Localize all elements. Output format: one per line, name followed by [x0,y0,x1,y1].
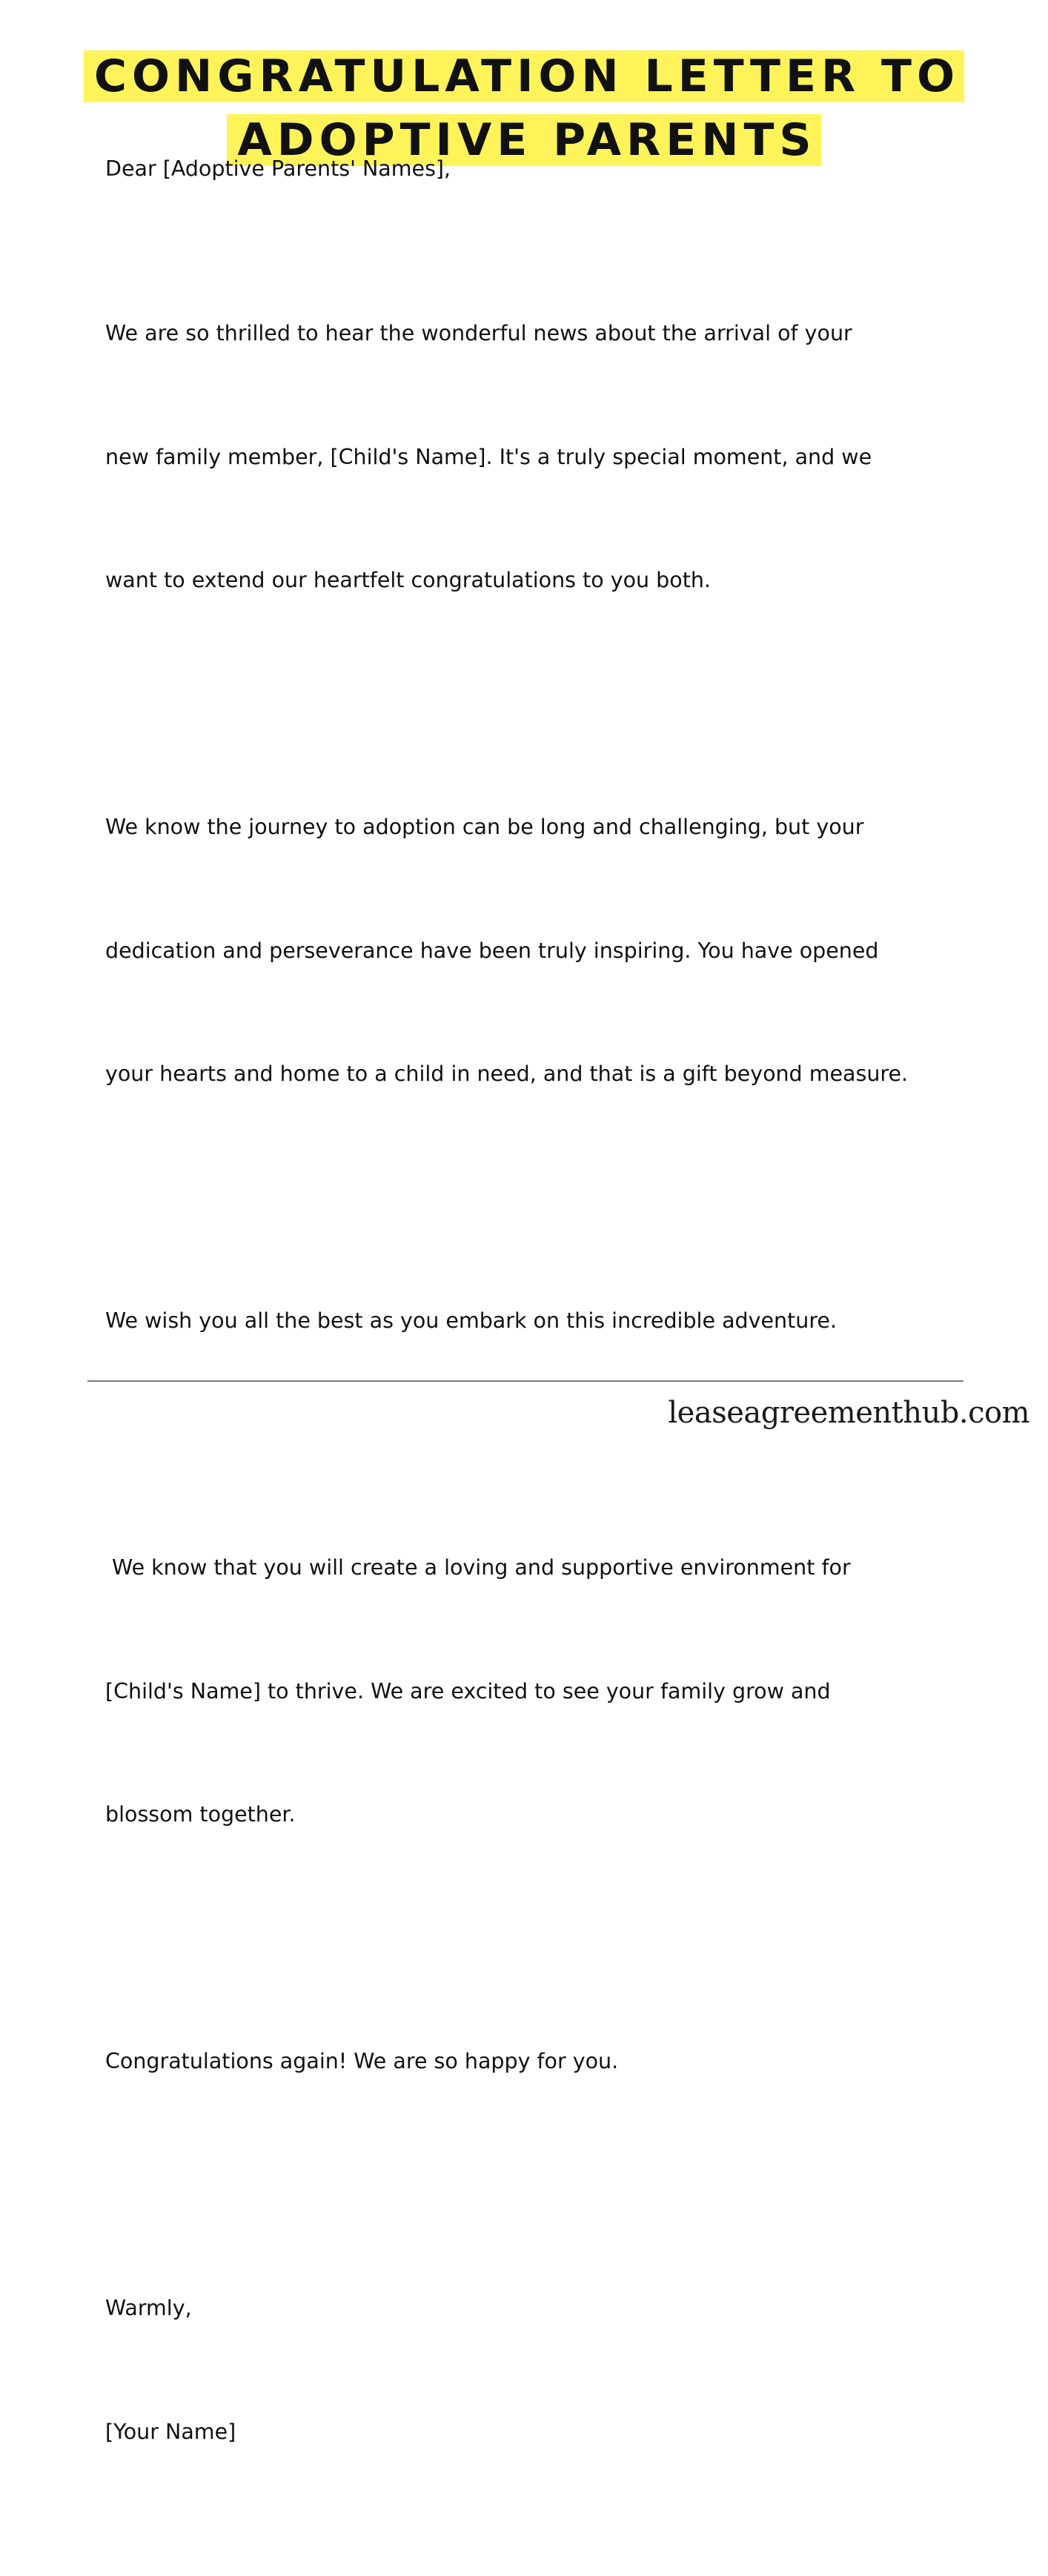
paragraph-4 [105,1465,1002,1918]
paragraph-1-line-2: new family member, [Child's Name]. It's a truly special moment, and we [105,444,872,469]
paragraph-1 [105,231,1002,683]
closing-block [105,2205,1002,2534]
paragraph-4-line-2: [Child's Name] to thrive. We are excited to see your family grow and [105,1678,831,1703]
paragraph-4-line-3: blossom together. [105,1802,296,1827]
footer-divider [87,1380,964,1382]
paragraph-4-line-1: We know that you will create a loving and supportive environment for [105,1555,851,1580]
footer-brand: leaseagreementhub.com [668,1396,1029,1430]
paragraph-2-line-2: dedication and perseverance have been truly inspiring. You have opened [105,938,879,963]
paragraph-5-line-1: Congratulations again! We are so happy for you. [105,2049,619,2073]
signature: [Your Name] [105,2419,236,2444]
salutation-text: Dear [Adoptive Parents' Names], [105,156,451,181]
paragraph-2-line-1: We know the journey to adoption can be long and challenging, but your [105,815,864,839]
paragraph-1-line-1: We are so thrilled to hear the wonderful news about the arrival of your [105,321,852,345]
title-line-1: CONGRATULATION LETTER TO [84,50,964,102]
paragraph-2-line-3: your hearts and home to a child in need, and that is a gift beyond measure. [105,1062,909,1086]
title-line-2: ADOPTIVE PARENTS [227,114,820,166]
paragraph-2 [105,724,1002,1177]
paragraph-5 [105,1959,1002,2165]
letter-body [105,148,1002,2576]
paragraph-3 [105,1218,1002,1424]
paragraph-3-line-1: We wish you all the best as you embark on this incredible adventure. [105,1308,838,1333]
closing: Warmly, [105,2296,192,2320]
paragraph-1-line-3: want to extend our heartfelt congratulations to you both. [105,568,711,592]
salutation [105,148,1002,190]
